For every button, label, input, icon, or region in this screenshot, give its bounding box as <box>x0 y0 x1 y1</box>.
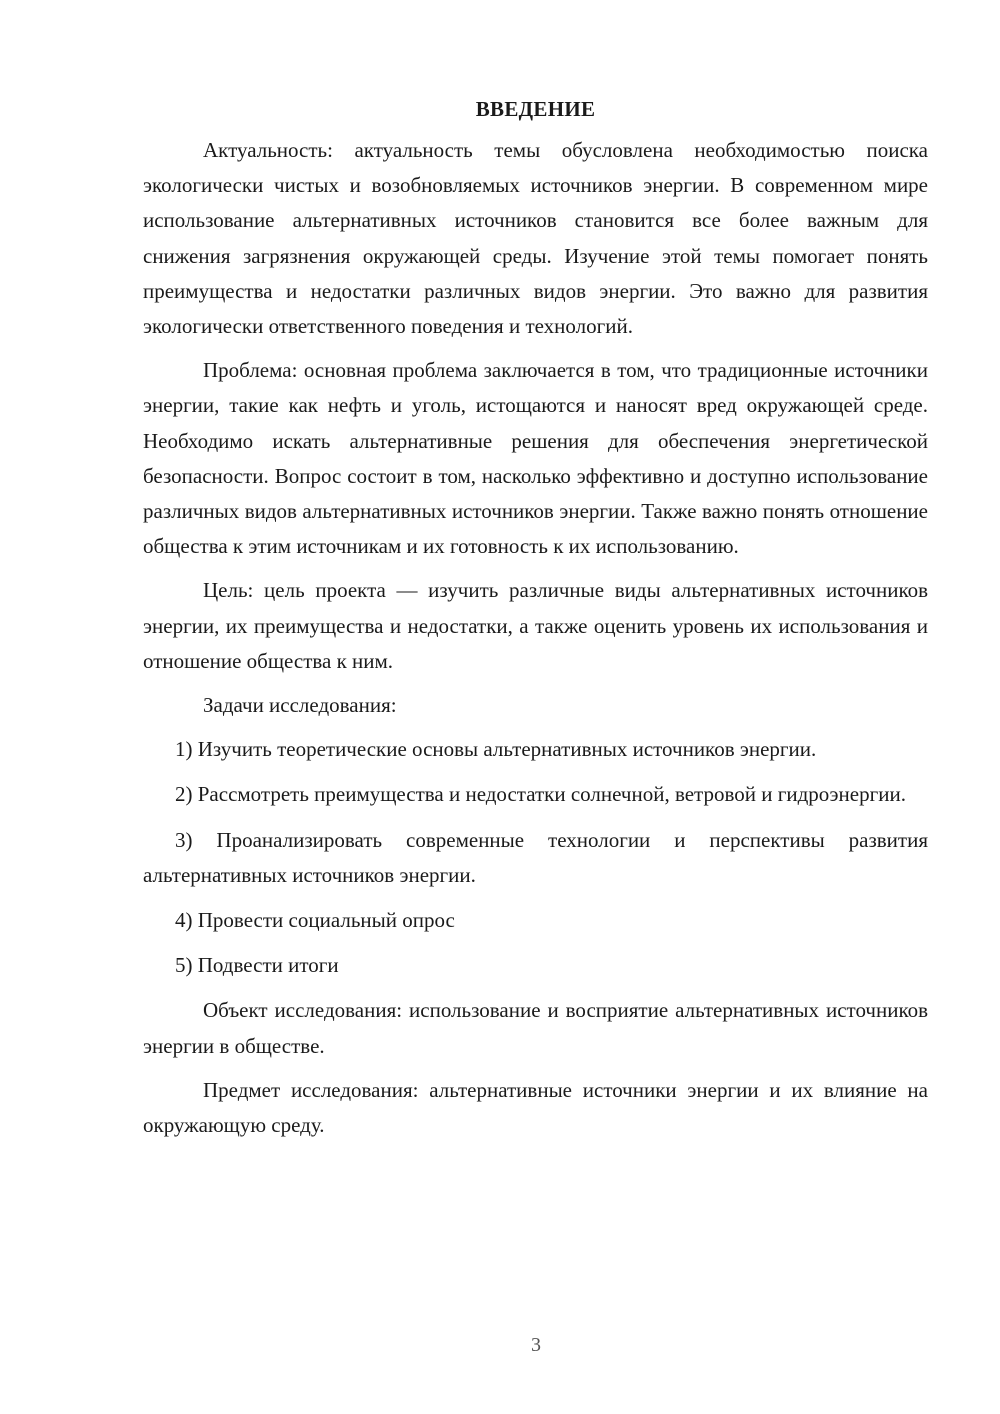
object-paragraph: Объект исследования: использование и восприятие альтернативных источников энергии в обществе. <box>143 998 928 1058</box>
tasks-heading: Задачи исследования: <box>203 693 397 718</box>
list-item: 3) Проанализировать современные технологии и перспективы развития альтернативных источников энергии. <box>143 827 928 887</box>
list-item: 4) Провести социальный опрос <box>175 908 455 933</box>
page-number: 3 <box>531 1334 541 1356</box>
list-item: 2) Рассмотреть преимущества и недостатки солнечной, ветровой и гидроэнергии. <box>175 782 906 807</box>
list-item: 5) Подвести итоги <box>175 953 339 978</box>
goal-paragraph: Цель: цель проекта — изучить различные виды альтернативных источников энергии, их преимущества и недостатки, а также оценить уровень их использования и отношение общества к ним. <box>143 578 928 673</box>
relevance-paragraph: Актуальность: актуальность темы обусловлена необходимостью поиска экологически чистых и возобновляемых источников энергии. В современном мире использование альтернативных источников становится все более важным для снижения загрязнения окружающей среды. Изучение этой темы помогает понять преимущества и недостатки различных видов энергии. Это важно для развития экологически ответственного поведения и технологий. <box>143 138 928 339</box>
list-item: 1) Изучить теоретические основы альтернативных источников энергии. <box>175 737 817 762</box>
tasks-list <box>143 732 928 983</box>
problem-paragraph: Проблема: основная проблема заключается в том, что традиционные источники энергии, такие как нефть и уголь, истощаются и наносят вред окружающей среде. Необходимо искать альтернативные решения для обеспечения энергетической безопасности. Вопрос состоит в том, насколько эффективно и доступно использование различных видов альтернативных источников энергии. Также важно понять отношение общества к этим источникам и их готовность к их использованию. <box>143 358 928 559</box>
document-page <box>143 92 928 1152</box>
page-title: ВВЕДЕНИЕ <box>475 97 596 121</box>
subject-paragraph: Предмет исследования: альтернативные источники энергии и их влияние на окружающую среду. <box>143 1077 928 1138</box>
